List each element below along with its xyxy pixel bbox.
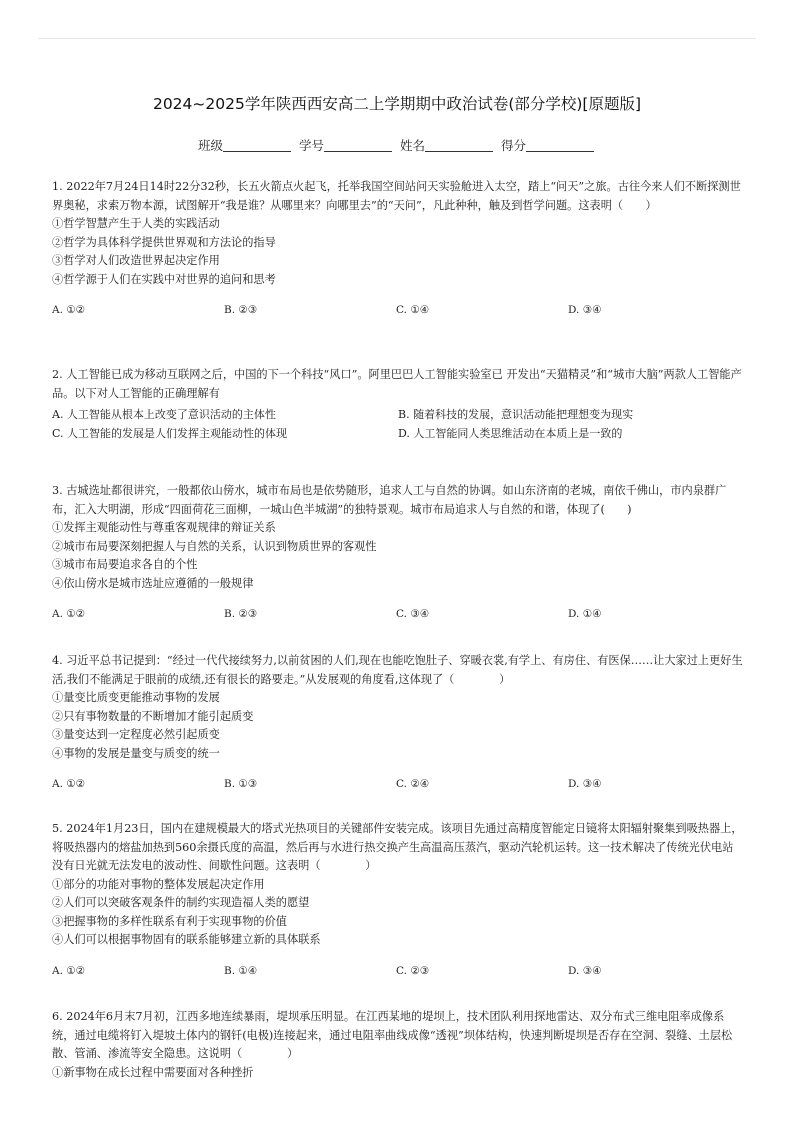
statement: ①发挥主观能动性与尊重客观规律的辩证关系 bbox=[52, 521, 276, 534]
score-field: 得分 bbox=[501, 136, 596, 154]
student-number-blank[interactable] bbox=[324, 139, 392, 152]
statement: ③哲学对人们改造世界起决定作用 bbox=[52, 254, 220, 267]
statement: ④哲学源于人们在实践中对世界的追问和思考 bbox=[52, 272, 276, 286]
option-grid bbox=[52, 406, 744, 443]
question-3 bbox=[52, 482, 744, 624]
option-c[interactable]: C. ③④ bbox=[396, 608, 430, 620]
question-stem: 4. 习近平总书记提到：“经过一代代接续努力,以前贫困的人们,现在也能吃饱肚子、穿暖衣裳,有学上、有房住、有医保……让大家过上更好生活,我们不能满足于眼前的成绩,还有很长的路要走。”从发展观的角度看,这体现了（ ） bbox=[52, 654, 743, 686]
option-row bbox=[52, 775, 744, 794]
option-c[interactable]: C. 人工智能的发展是人们发挥主观能动性的体现 bbox=[52, 426, 288, 440]
statement: ①哲学智慧产生于人类的实践活动 bbox=[52, 217, 220, 230]
question-2 bbox=[52, 366, 744, 443]
question-4 bbox=[52, 652, 744, 794]
statement: ③城市布局要追求各自的个性 bbox=[52, 558, 198, 571]
class-blank[interactable] bbox=[223, 139, 291, 152]
statement: ②人们可以突破客观条件的制约实现造福人类的愿望 bbox=[52, 896, 310, 909]
option-d[interactable]: D. ③④ bbox=[568, 778, 602, 790]
option-b[interactable]: B. ①④ bbox=[224, 964, 258, 977]
option-c[interactable]: C. ②③ bbox=[396, 964, 430, 977]
option-a[interactable]: A. 人工智能从根本上改变了意识活动的主体性 bbox=[52, 408, 276, 421]
option-d[interactable]: D. ③④ bbox=[568, 964, 602, 977]
option-a[interactable]: A. ①② bbox=[52, 608, 86, 620]
statement: ②只有事物数量的不断增加才能引起质变 bbox=[52, 709, 254, 723]
option-b[interactable]: B. ②③ bbox=[224, 608, 258, 620]
option-c[interactable]: C. ②④ bbox=[396, 778, 430, 790]
name-blank[interactable] bbox=[425, 139, 493, 152]
statement: ④事物的发展是量变与质变的统一 bbox=[52, 746, 220, 760]
question-stem: 2. 人工智能已成为移动互联网之后，中国的下一个科技“风口”。阿里巴巴人工智能实验室已 开发出“天猫精灵”和“城市大脑”两款人工智能产品。以下对人工智能的正确理解有 bbox=[52, 368, 742, 400]
statement: ③把握事物的多样性联系有利于实现事物的价值 bbox=[52, 914, 287, 928]
option-row bbox=[52, 301, 744, 320]
question-stem: 1. 2022年7月24日14时22分32秒，长五火箭点火起飞，托举我国空间站问天实验舱进入太空，踏上“问天”之旅。古往今来人们不断探测世界奥秘，求索万物本源，试图解开“我是谁？从哪里来？向哪里去”的“天问”，凡此种种，触及到哲学问题。这表明（ ） bbox=[52, 180, 741, 212]
statement: ③量变达到一定程度必然引起质变 bbox=[52, 728, 220, 741]
name-field: 姓名 bbox=[400, 136, 495, 154]
student-info-line bbox=[0, 136, 794, 154]
statement: ①新事物在成长过程中需要面对各种挫折 bbox=[52, 1065, 254, 1079]
statement: ②城市布局要深刻把握人与自然的关系，认识到物质世界的客观性 bbox=[52, 539, 377, 553]
option-b[interactable]: B. ①③ bbox=[224, 778, 258, 790]
question-6 bbox=[52, 1008, 744, 1082]
statement: ①量变比质变更能推动事物的发展 bbox=[52, 691, 220, 704]
option-a[interactable]: A. ①② bbox=[52, 778, 86, 790]
question-stem: 5. 2024年1月23日，国内在建规模最大的塔式光热项目的关键部件安装完成。该项目先通过高精度智能定日镜将太阳辐射聚集到吸热器上，将吸热器内的熔盐加热到560余摄氏度的高温，然后再与水进行热交换产生高温高压蒸汽，驱动汽轮机运转。这一技术解决了传统光伏电站没有日光就无法发电的波动性、间歇性问题。这表明（ ） bbox=[52, 822, 743, 872]
class-field: 班级 bbox=[198, 136, 293, 154]
option-b[interactable]: B. 随着科技的发展，意识活动能把理想变为现实 bbox=[398, 408, 634, 421]
question-1 bbox=[52, 178, 744, 320]
option-d[interactable]: D. ③④ bbox=[568, 304, 602, 316]
score-blank[interactable] bbox=[526, 139, 594, 152]
option-row bbox=[52, 605, 744, 624]
page-title: 2024~2025学年陕西西安高二上学期期中政治试卷(部分学校)[原题版] bbox=[152, 95, 642, 113]
option-a[interactable]: A. ①② bbox=[52, 304, 86, 316]
question-stem: 6. 2024年6月末7月初，江西多地连续暴雨，堤坝承压明显。在江西某地的堤坝上，技术团队利用探地雷达、双分布式三维电阻率成像系统，通过电缆将钉入堤坡土体内的钢钎(电极)连接起来，通过电阻率曲线成像“透视”坝体结构，快速判断堤坝是否存在空洞、裂缝、土层松散、管涌、渗流等安全隐患。这说明（ ） bbox=[52, 1010, 733, 1060]
option-row bbox=[52, 962, 744, 981]
question-5 bbox=[52, 820, 744, 980]
option-d[interactable]: D. ①④ bbox=[568, 608, 602, 620]
option-d[interactable]: D. 人工智能同人类思维活动在本质上是一致的 bbox=[398, 426, 623, 440]
statement: ②哲学为具体科学提供世界观和方法论的指导 bbox=[52, 235, 276, 249]
statement: ④人们可以根据事物固有的联系能够建立新的具体联系 bbox=[52, 933, 321, 946]
statement: ①部分的功能对事物的整体发展起决定作用 bbox=[52, 877, 265, 891]
option-c[interactable]: C. ①④ bbox=[396, 304, 430, 316]
question-stem: 3. 古城选址都很讲究，一般都依山傍水，城市布局也是依势随形，追求人工与自然的协调。如山东济南的老城，南依千佛山，市内泉群广布，汇入大明湖，形成“四面荷花三面柳，一城山色半城湖”的独特景观。城市布局追求人与自然的和谐，体现了( ) bbox=[52, 484, 727, 516]
student-number-field: 学号 bbox=[299, 136, 394, 154]
header-divider bbox=[38, 38, 756, 39]
statement: ④依山傍水是城市选址应遵循的一般规律 bbox=[52, 576, 254, 590]
option-a[interactable]: A. ①② bbox=[52, 964, 86, 977]
option-b[interactable]: B. ②③ bbox=[224, 304, 258, 316]
